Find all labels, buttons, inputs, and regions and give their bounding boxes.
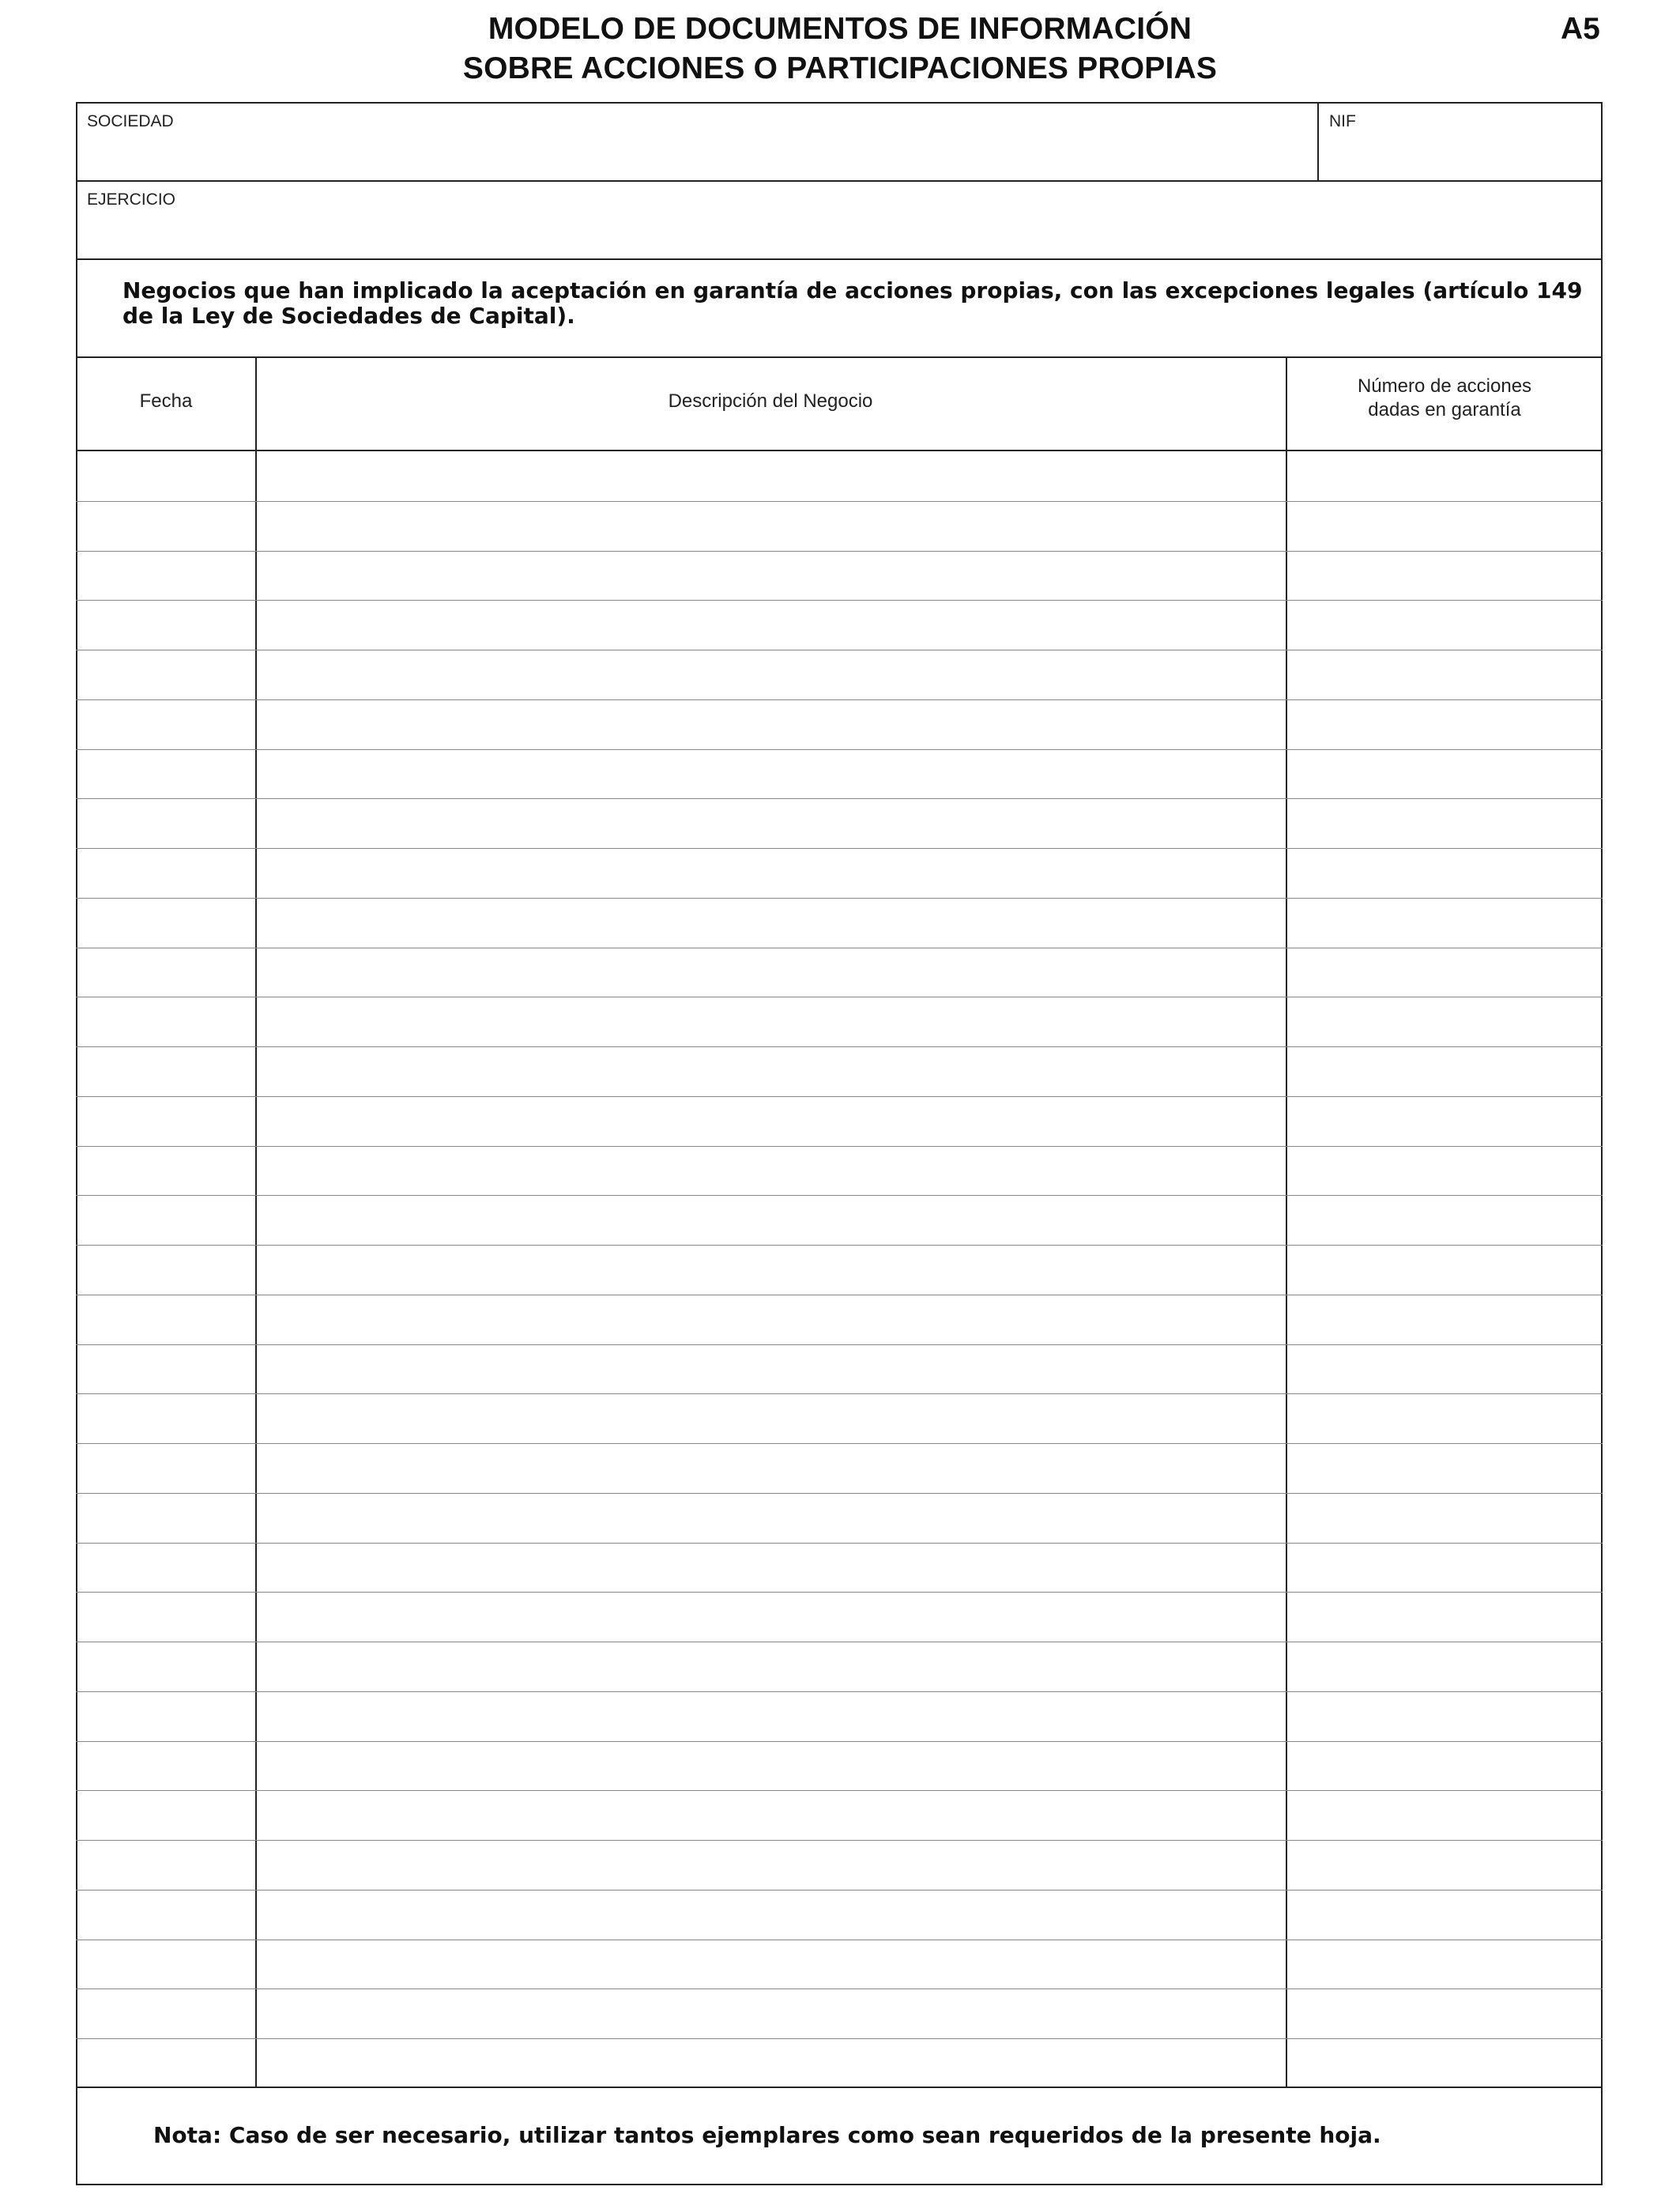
column-header-numero-acciones: Número de acciones dadas en garantía <box>1357 375 1532 420</box>
column-divider-descripcion <box>1286 356 1287 2087</box>
form-title-line-2: SOBRE ACCIONES O PARTICIPACIONES PROPIAS <box>462 51 1218 85</box>
cell-numero-acciones[interactable] <box>1288 798 1601 846</box>
cell-descripcion[interactable] <box>258 749 1285 797</box>
footer-note: Nota: Caso de ser necesario, utilizar tantos ejemplares como sean requeridos de la presente hoja. <box>153 2122 1381 2148</box>
cell-numero-acciones[interactable] <box>1288 600 1601 648</box>
cell-descripcion[interactable] <box>258 650 1285 698</box>
row-divider-line <box>76 501 1603 502</box>
column-divider-fecha <box>255 356 257 2087</box>
cell-fecha[interactable] <box>77 1493 254 1541</box>
sociedad-label: SOCIEDAD <box>87 112 174 130</box>
row-divider-line <box>76 1046 1603 1047</box>
cell-numero-acciones[interactable] <box>1288 551 1601 599</box>
divider-line <box>76 258 1603 260</box>
cell-numero-acciones[interactable] <box>1288 1046 1601 1095</box>
cell-fecha[interactable] <box>77 1245 254 1293</box>
cell-descripcion[interactable] <box>258 1443 1285 1491</box>
cell-numero-acciones[interactable] <box>1288 1741 1601 1789</box>
cell-numero-acciones[interactable] <box>1288 451 1601 499</box>
cell-fecha[interactable] <box>77 898 254 946</box>
cell-descripcion[interactable] <box>258 1344 1285 1393</box>
cell-numero-acciones[interactable] <box>1288 997 1601 1045</box>
cell-fecha[interactable] <box>77 1642 254 1690</box>
row-divider-line <box>76 1195 1603 1196</box>
cell-numero-acciones[interactable] <box>1288 1245 1601 1293</box>
row-divider-line <box>76 1790 1603 1791</box>
nif-field[interactable] <box>1329 133 1590 177</box>
cell-numero-acciones[interactable] <box>1288 501 1601 549</box>
cell-descripcion[interactable] <box>258 898 1285 946</box>
cell-descripcion[interactable] <box>258 1245 1285 1293</box>
column-header-descripcion: Descripción del Negocio <box>668 390 873 412</box>
row-divider-line <box>76 1096 1603 1097</box>
row-divider-line <box>76 1245 1603 1246</box>
cell-numero-acciones[interactable] <box>1288 2038 1601 2087</box>
cell-numero-acciones[interactable] <box>1288 1443 1601 1491</box>
cell-numero-acciones[interactable] <box>1288 1543 1601 1591</box>
ejercicio-field[interactable] <box>87 211 1588 255</box>
row-divider-line <box>76 1840 1603 1841</box>
cell-descripcion[interactable] <box>258 699 1285 748</box>
cell-descripcion[interactable] <box>258 551 1285 599</box>
cell-fecha[interactable] <box>77 650 254 698</box>
cell-numero-acciones[interactable] <box>1288 948 1601 996</box>
cell-numero-acciones[interactable] <box>1288 1146 1601 1194</box>
cell-fecha[interactable] <box>77 600 254 648</box>
cell-fecha[interactable] <box>77 1344 254 1393</box>
cell-numero-acciones[interactable] <box>1288 1393 1601 1442</box>
cell-fecha[interactable] <box>77 1443 254 1491</box>
cell-descripcion[interactable] <box>258 1790 1285 1838</box>
divider-line <box>76 356 1603 358</box>
cell-fecha[interactable] <box>77 2038 254 2087</box>
row-divider-line <box>76 798 1603 799</box>
sociedad-field[interactable] <box>87 133 1312 177</box>
row-divider-line <box>76 1890 1603 1891</box>
row-divider-line <box>76 1344 1603 1345</box>
cell-descripcion[interactable] <box>258 1046 1285 1095</box>
cell-descripcion[interactable] <box>258 1940 1285 1988</box>
cell-numero-acciones[interactable] <box>1288 699 1601 748</box>
cell-descripcion[interactable] <box>258 1543 1285 1591</box>
cell-numero-acciones[interactable] <box>1288 1642 1601 1690</box>
row-divider-line <box>76 1443 1603 1444</box>
row-divider-line <box>76 551 1603 552</box>
cell-descripcion[interactable] <box>258 798 1285 846</box>
column-header-fecha: Fecha <box>139 390 193 412</box>
cell-descripcion[interactable] <box>258 1295 1285 1343</box>
form-title <box>0 9 1680 89</box>
nif-divider <box>1317 102 1319 181</box>
cell-descripcion[interactable] <box>258 1592 1285 1640</box>
table-bottom-line <box>76 2087 1603 2088</box>
row-divider-line <box>76 1146 1603 1147</box>
cell-descripcion[interactable] <box>258 1146 1285 1194</box>
cell-numero-acciones[interactable] <box>1288 749 1601 797</box>
row-divider-line <box>76 1493 1603 1494</box>
row-divider-line <box>76 2038 1603 2039</box>
row-divider-line <box>76 1741 1603 1742</box>
cell-numero-acciones[interactable] <box>1288 1592 1601 1640</box>
cell-numero-acciones[interactable] <box>1288 1096 1601 1144</box>
cell-numero-acciones[interactable] <box>1288 1890 1601 1938</box>
cell-descripcion[interactable] <box>258 1393 1285 1442</box>
cell-fecha[interactable] <box>77 451 254 499</box>
cell-fecha[interactable] <box>77 1146 254 1194</box>
cell-fecha[interactable] <box>77 1940 254 1988</box>
cell-numero-acciones[interactable] <box>1288 1691 1601 1740</box>
cell-fecha[interactable] <box>77 1592 254 1640</box>
row-divider-line <box>76 600 1603 601</box>
cell-descripcion[interactable] <box>258 1890 1285 1938</box>
cell-numero-acciones[interactable] <box>1288 898 1601 946</box>
nif-label: NIF <box>1329 112 1356 130</box>
cell-fecha[interactable] <box>77 997 254 1045</box>
cell-fecha[interactable] <box>77 699 254 748</box>
cell-fecha[interactable] <box>77 848 254 896</box>
cell-fecha[interactable] <box>77 948 254 996</box>
cell-numero-acciones[interactable] <box>1288 1344 1601 1393</box>
section-heading: Negocios que han implicado la aceptación en garantía de acciones propias, con las excepciones legales (artículo 149 de la Ley de Sociedades de Capital). <box>122 277 1583 329</box>
cell-descripcion[interactable] <box>258 451 1285 499</box>
cell-fecha[interactable] <box>77 1840 254 1888</box>
cell-numero-acciones[interactable] <box>1288 1989 1601 2037</box>
cell-fecha[interactable] <box>77 1691 254 1740</box>
cell-fecha[interactable] <box>77 1195 254 1243</box>
cell-descripcion[interactable] <box>258 1642 1285 1690</box>
cell-descripcion[interactable] <box>258 1493 1285 1541</box>
cell-descripcion[interactable] <box>258 997 1285 1045</box>
cell-descripcion[interactable] <box>258 948 1285 996</box>
cell-fecha[interactable] <box>77 1046 254 1095</box>
cell-descripcion[interactable] <box>258 848 1285 896</box>
row-divider-line <box>76 1691 1603 1692</box>
row-divider-line <box>76 898 1603 899</box>
cell-numero-acciones[interactable] <box>1288 1295 1601 1343</box>
cell-descripcion[interactable] <box>258 1096 1285 1144</box>
cell-descripcion[interactable] <box>258 1989 1285 2037</box>
cell-fecha[interactable] <box>77 1393 254 1442</box>
cell-numero-acciones[interactable] <box>1288 848 1601 896</box>
cell-descripcion[interactable] <box>258 1691 1285 1740</box>
form-code: A5 <box>1561 12 1600 46</box>
row-divider-line <box>76 1543 1603 1544</box>
cell-numero-acciones[interactable] <box>1288 1493 1601 1541</box>
cell-numero-acciones[interactable] <box>1288 650 1601 698</box>
cell-numero-acciones[interactable] <box>1288 1790 1601 1838</box>
cell-descripcion[interactable] <box>258 501 1285 549</box>
cell-fecha[interactable] <box>77 1989 254 2037</box>
cell-numero-acciones[interactable] <box>1288 1840 1601 1888</box>
cell-fecha[interactable] <box>77 1890 254 1938</box>
cell-fecha[interactable] <box>77 1096 254 1144</box>
cell-fecha[interactable] <box>77 1295 254 1343</box>
form-title-line-1: MODELO DE DOCUMENTOS DE INFORMACIÓN <box>488 12 1192 46</box>
divider-line <box>76 180 1603 182</box>
cell-fecha[interactable] <box>77 501 254 549</box>
cell-descripcion[interactable] <box>258 1840 1285 1888</box>
cell-fecha[interactable] <box>77 1543 254 1591</box>
cell-fecha[interactable] <box>77 1741 254 1789</box>
row-divider-line <box>76 749 1603 750</box>
row-divider-line <box>76 1393 1603 1394</box>
cell-descripcion[interactable] <box>258 1741 1285 1789</box>
row-divider-line <box>76 699 1603 700</box>
cell-descripcion[interactable] <box>258 600 1285 648</box>
cell-fecha[interactable] <box>77 798 254 846</box>
cell-descripcion[interactable] <box>258 2038 1285 2087</box>
cell-numero-acciones[interactable] <box>1288 1940 1601 1988</box>
cell-descripcion[interactable] <box>258 1195 1285 1243</box>
ejercicio-label: EJERCICIO <box>87 190 176 209</box>
cell-numero-acciones[interactable] <box>1288 1195 1601 1243</box>
cell-fecha[interactable] <box>77 749 254 797</box>
cell-fecha[interactable] <box>77 1790 254 1838</box>
row-divider-line <box>76 1592 1603 1593</box>
row-divider-line <box>76 848 1603 849</box>
cell-fecha[interactable] <box>77 551 254 599</box>
